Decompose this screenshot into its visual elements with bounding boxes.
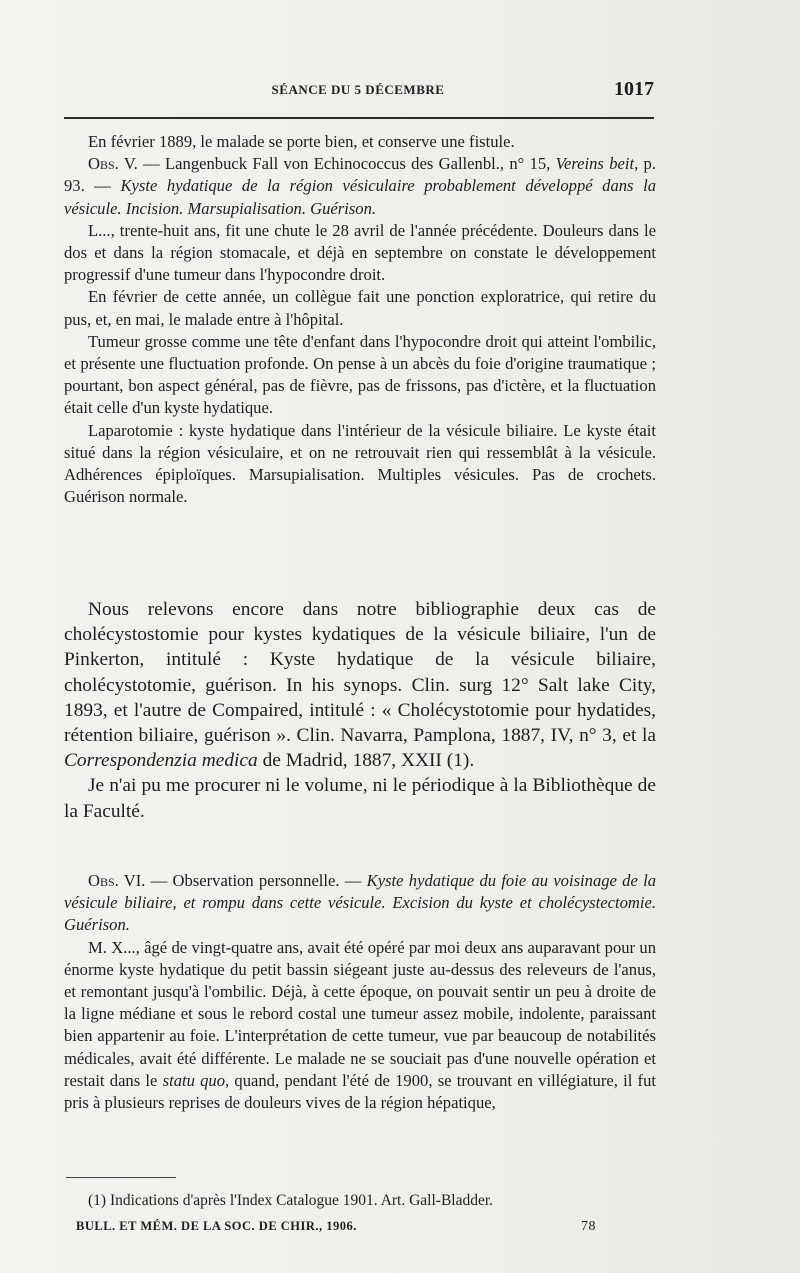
paragraph: En février 1889, le malade se porte bien, et conserve une fistule.: [88, 132, 515, 151]
page-header: [62, 78, 654, 104]
paragraph: Laparotomie : kyste hydatique dans l'intérieur de la vésicule biliaire. Le kyste était situé dans la région vésiculaire, et on ne retrouvait rien qui ressemblât à la vésicule. Adhérences épiploïques. Marsupialisation. Multiples vésicules. Pas de crochets. Guérison normale.: [64, 420, 656, 507]
obs-label: Obs. V.: [88, 154, 138, 174]
page-number: 1017: [614, 78, 654, 100]
text-run: de Madrid, 1887, XXII (1).: [257, 750, 475, 772]
obs-title: Kyste hydatique du foie au voisinage de la vésicule biliaire, et rompu dans cette vésicule. Excision du kyste et cholécystectomie. Guérison.: [64, 871, 656, 935]
text-run: M. X..., âgé de vingt-quatre ans, avait été opéré par moi deux ans auparavant pour un énorme kyste hydatique du petit bassin siégeant juste au-dessus des releveurs de l'anus, et remontant jusqu'à l'ombilic. Déjà, à cette époque, on pouvait sentir un peu à droite de la ligne médiane et sous le rebord costal une tumeur assez mobile, indolente, paraissant bien appartenir au foie. L'interprétation de cette tumeur, vue par beaucoup de notabilités médicales, avait été différente. Le malade ne se souciait pas d'une nouvelle opération et restait dans le: [64, 937, 656, 1090]
paragraph: [64, 597, 656, 773]
obs-title: Kyste hydatique de la région vésiculaire probablement développé dans la vésicule. Incision. Marsupialisation. Guérison.: [64, 176, 656, 218]
observation-v-heading: [64, 153, 656, 220]
journal-reference: BULL. ET MÉM. DE LA SOC. DE CHIR., 1906.: [76, 1219, 357, 1233]
paragraph: En février de cette année, un collègue fait une ponction exploratrice, qui retire du pus, et, en mai, le malade entre à l'hôpital.: [64, 287, 656, 329]
signature-mark: 78: [581, 1219, 596, 1234]
latin-phrase: statu quo: [162, 1070, 226, 1090]
footnote-rule: [66, 1177, 176, 1178]
running-head: SÉANCE DU 5 DÉCEMBRE: [271, 82, 445, 97]
paragraph: [64, 937, 656, 1115]
bibliography-block: [64, 597, 656, 824]
obs-source: — Observation personnelle. —: [145, 871, 367, 890]
paragraph: Je n'ai pu me procurer ni le volume, ni le périodique à la Bibliothèque de la Faculté.: [64, 775, 656, 822]
page-footer: [76, 1219, 596, 1234]
observation-v-block: [64, 131, 656, 508]
journal-title: Correspondenzia medica: [64, 750, 258, 772]
text-run: Nous relevons encore dans notre bibliographie deux cas de cholécystostomie pour kystes kydatiques de la vésicule biliaire, l'un de Pinkerton, intitulé : Kyste hydatique de la vésicule biliaire, cholécystotomie, guérison. In his synops. Clin. surg 12° Salt lake City, 1893, et l'autre de Compaired, intitulé : « Cholécystotomie pour hydatides, rétention biliaire, guérison ». Clin. Navarra, Pamplona, 1887, IV, n° 3, et la: [64, 599, 656, 747]
text-run: , quand, pendant l'été de 1900, se trouvant en villégiature, il fut pris à plusieurs reprises de douleurs vives de la région hépatique,: [64, 1070, 656, 1113]
obs-source-italic: Vereins beit: [555, 154, 635, 174]
observation-vi-block: [64, 870, 656, 1114]
observation-vi-heading: [64, 870, 656, 937]
header-rule: [64, 117, 654, 119]
obs-source-2: , p. 93. —: [64, 154, 657, 196]
obs-label: Obs. VI.: [88, 871, 146, 890]
obs-source: — Langenbuck Fall von Echinococcus des Gallenbl., n° 15,: [137, 154, 556, 174]
paragraph: Tumeur grosse comme une tête d'enfant dans l'hypocondre droit qui atteint l'ombilic, et présente une fluctuation profonde. On pense à un abcès du foie d'origine traumatique ; pourtant, bon aspect général, pas de fièvre, pas de frissons, pas d'ictère, et la fluctuation était celle d'un kyste hydatique.: [64, 331, 656, 418]
paragraph: L..., trente-huit ans, fit une chute le 28 avril de l'année précédente. Douleurs dans le dos et dans la région stomacale, et déjà en septembre on constate le développement progressif d'une tumeur dans l'hypocondre droit.: [64, 220, 656, 285]
footnote: (1) Indications d'après l'Index Catalogue 1901. Art. Gall-Bladder.: [88, 1192, 494, 1209]
